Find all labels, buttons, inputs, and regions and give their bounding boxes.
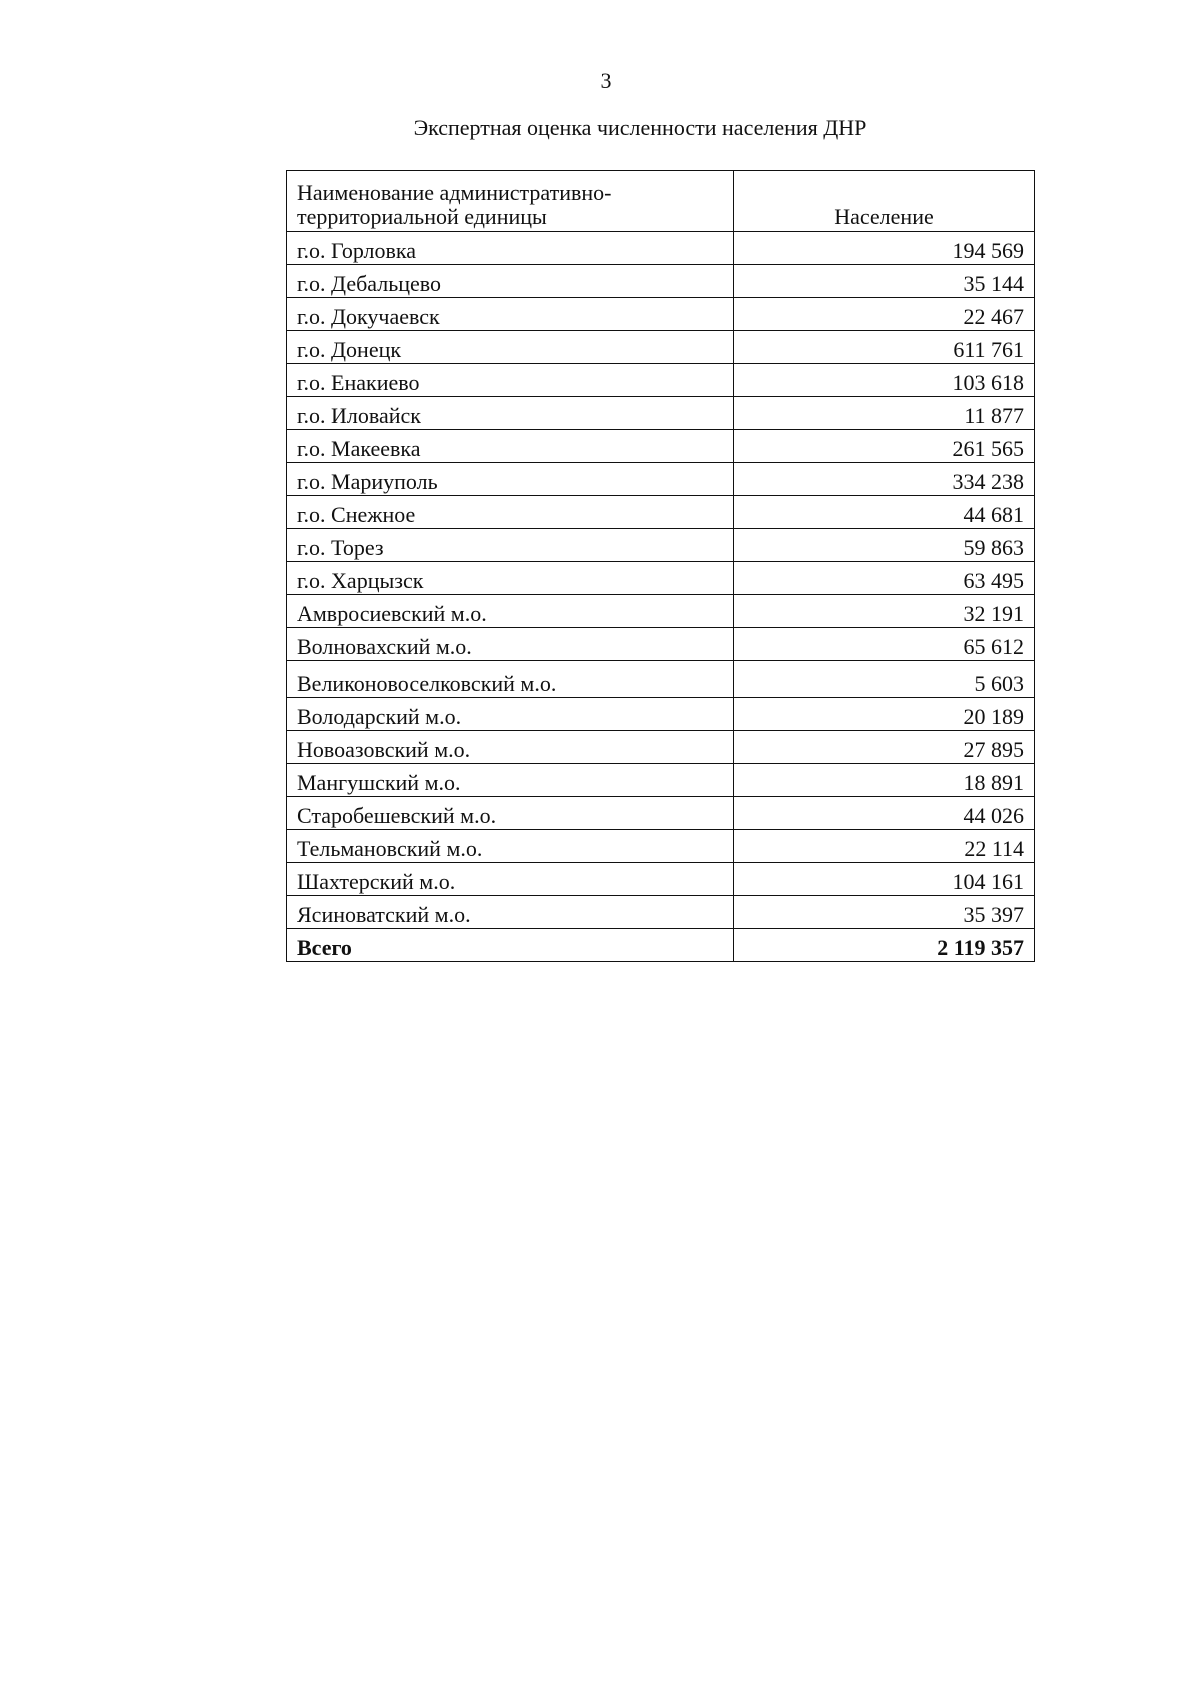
population-value: 35 144 [734,265,1035,298]
unit-name: г.о. Донецк [287,331,734,364]
unit-name: Володарский м.о. [287,698,734,731]
population-value: 65 612 [734,628,1035,661]
population-value: 103 618 [734,364,1035,397]
table-row [287,397,1035,430]
table-row [287,628,1035,661]
column-header-population: Население [734,171,1035,232]
population-value: 5 603 [734,661,1035,698]
table-row [287,298,1035,331]
population-table [286,170,1035,962]
unit-name: Великоновоселковский м.о. [287,661,734,698]
population-value: 32 191 [734,595,1035,628]
table-header-row [287,171,1035,232]
unit-name: г.о. Макеевка [287,430,734,463]
table-row [287,232,1035,265]
unit-name: Ясиноватский м.о. [287,896,734,929]
unit-name: г.о. Дебальцево [287,265,734,298]
population-value: 44 681 [734,496,1035,529]
table-row [287,764,1035,797]
table-row [287,529,1035,562]
unit-name: г.о. Торез [287,529,734,562]
population-value: 59 863 [734,529,1035,562]
table-row [287,430,1035,463]
population-value: 18 891 [734,764,1035,797]
table-row [287,463,1035,496]
unit-name: Мангушский м.о. [287,764,734,797]
population-value: 44 026 [734,797,1035,830]
unit-name: г.о. Мариуполь [287,463,734,496]
total-label: Всего [287,929,734,962]
population-value: 104 161 [734,863,1035,896]
table-row [287,265,1035,298]
unit-name: г.о. Харцызск [287,562,734,595]
table-row [287,830,1035,863]
population-value: 20 189 [734,698,1035,731]
unit-name: Тельмановский м.о. [287,830,734,863]
population-value: 22 114 [734,830,1035,863]
unit-name: Амвросиевский м.о. [287,595,734,628]
population-value: 611 761 [734,331,1035,364]
table-row [287,698,1035,731]
page-number: 3 [600,68,612,93]
table-row [287,731,1035,764]
table-row [287,562,1035,595]
table-row [287,496,1035,529]
population-value: 27 895 [734,731,1035,764]
unit-name: г.о. Снежное [287,496,734,529]
population-value: 334 238 [734,463,1035,496]
unit-name: г.о. Иловайск [287,397,734,430]
unit-name: Новоазовский м.о. [287,731,734,764]
population-value: 63 495 [734,562,1035,595]
table-row [287,364,1035,397]
table-row [287,331,1035,364]
table-row [287,797,1035,830]
table-row [287,661,1035,698]
population-value: 22 467 [734,298,1035,331]
population-value: 11 877 [734,397,1035,430]
table-row [287,896,1035,929]
total-row [287,929,1035,962]
population-value: 194 569 [734,232,1035,265]
table-row [287,595,1035,628]
unit-name: г.о. Енакиево [287,364,734,397]
table-row [287,863,1035,896]
total-value: 2 119 357 [734,929,1035,962]
unit-name: г.о. Докучаевск [287,298,734,331]
document-title: Экспертная оценка численности населения ДНР [413,115,867,140]
unit-name: г.о. Горловка [287,232,734,265]
population-value: 35 397 [734,896,1035,929]
unit-name: Старобешевский м.о. [287,797,734,830]
population-value: 261 565 [734,430,1035,463]
unit-name: Шахтерский м.о. [287,863,734,896]
column-header-name: Наименование административно-территориальной единицы [287,171,734,232]
unit-name: Волновахский м.о. [287,628,734,661]
